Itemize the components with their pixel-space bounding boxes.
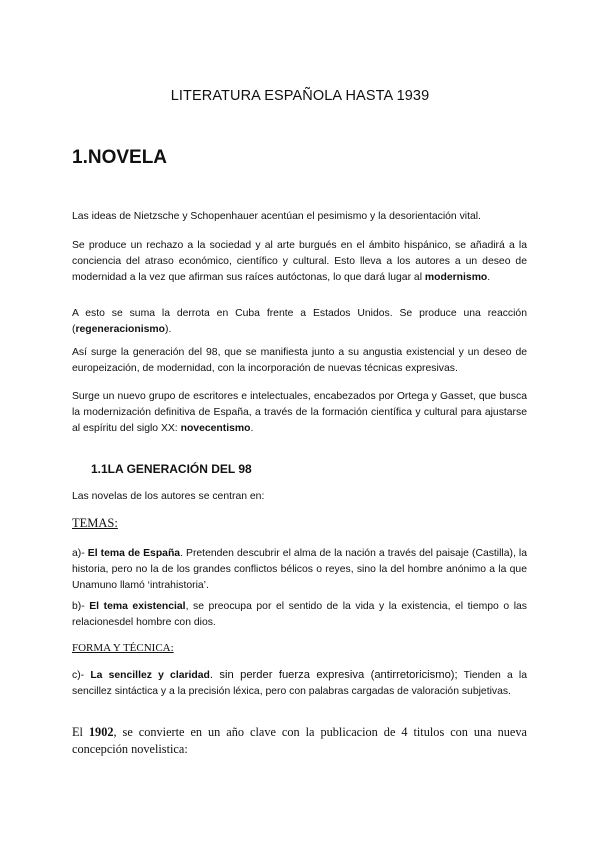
- paragraph-novecentismo: [72, 389, 527, 436]
- section-heading-generacion-98: 1.1LA GENERACIÓN DEL 98: [91, 462, 252, 476]
- bold-term-sencillez: La sencillez y claridad: [90, 670, 210, 681]
- bold-term-novecentismo: novecentismo: [180, 422, 251, 434]
- list-item-text: , se preocupa por el sentido de la vida y la existencia, el tiempo o las relacionesdel hombre con dios.: [72, 601, 527, 628]
- paragraph-end: .: [487, 271, 491, 283]
- paragraph-end: ).: [164, 323, 172, 335]
- paragraph-text: Surge un nuevo grupo de escritores e intelectuales, encabezados por Ortega y Gasset, que busca la modernización definitiva de España, a través de la formación científica y cultural para ajustarse al espíritu del siglo XX:: [72, 391, 527, 434]
- list-item-b: [72, 599, 527, 631]
- paragraph-end: .: [250, 422, 254, 434]
- subheading-temas: TEMAS:: [72, 516, 118, 530]
- paragraph-text: A esto se suma la derrota en Cuba frente a Estados Unidos. Se produce una reacción (: [72, 308, 527, 335]
- list-item-text: . Pretenden descubrir el alma de la nación a través del paisaje (Castilla), la historia, pero no la de los grandes conflictos bélicos o reyes, sino la del hombre anónimo a la que Unamuno llamó ‘intrahistoria’.: [72, 548, 527, 591]
- paragraph-nietzsche: Las ideas de Nietzsche y Schopenhauer acentúan el pesimismo y la desorientación vital.: [72, 211, 481, 222]
- bold-term-1902: 1902: [88, 725, 114, 739]
- list-item-c: [72, 668, 527, 700]
- paragraph-text: Se produce un rechazo a la sociedad y al arte burgués en el ámbito hispánico, se añadirá a la conciencia del atraso económico, científico y cultural. Esto lleva a los autores a un deseo de modernidad a la vez que afirman sus raíces autóctonas, lo que dará lugar al: [72, 240, 527, 283]
- paragraph-text: El: [72, 725, 89, 739]
- subheading-forma-tecnica: FORMA Y TÉCNICA:: [72, 642, 174, 654]
- bold-term-tema-espana: El tema de España: [87, 548, 181, 559]
- list-marker: b)-: [72, 601, 85, 612]
- document-title: LITERATURA ESPAÑOLA HASTA 1939: [170, 88, 430, 104]
- bold-term-tema-existencial: El tema existencial: [89, 601, 186, 612]
- section-heading-novela: 1.NOVELA: [72, 147, 168, 168]
- paragraph-text: , se convierte en un año clave con la publicacion de 4 titulos con una nueva concepción novelistica:: [72, 725, 527, 756]
- bold-term-modernismo: modernismo: [424, 271, 488, 283]
- paragraph-intro: Las novelas de los autores se centran en:: [72, 491, 265, 502]
- list-marker: a)-: [72, 548, 85, 559]
- bold-term-regeneracionismo: regeneracionismo: [75, 323, 165, 335]
- list-item-a: [72, 546, 527, 593]
- list-marker: c)-: [72, 670, 85, 681]
- paragraph-generacion: Así surge la generación del 98, que se manifiesta junto a su angustia existencial y un deseo de europeización, de modernidad, con la incorporación de nuevas técnicas expresivas.: [72, 347, 527, 374]
- list-item-mid: . sin perder fuerza expresiva (antirretoricismo);: [209, 669, 458, 681]
- list-item-text: Tienden a la sencillez sintáctica y a la precisión léxica, pero con palabras cargadas de valoración subjetivas.: [72, 670, 528, 697]
- paragraph-cuba: [72, 306, 527, 338]
- paragraph-1902: [72, 724, 527, 758]
- paragraph-rechazo: [72, 238, 527, 285]
